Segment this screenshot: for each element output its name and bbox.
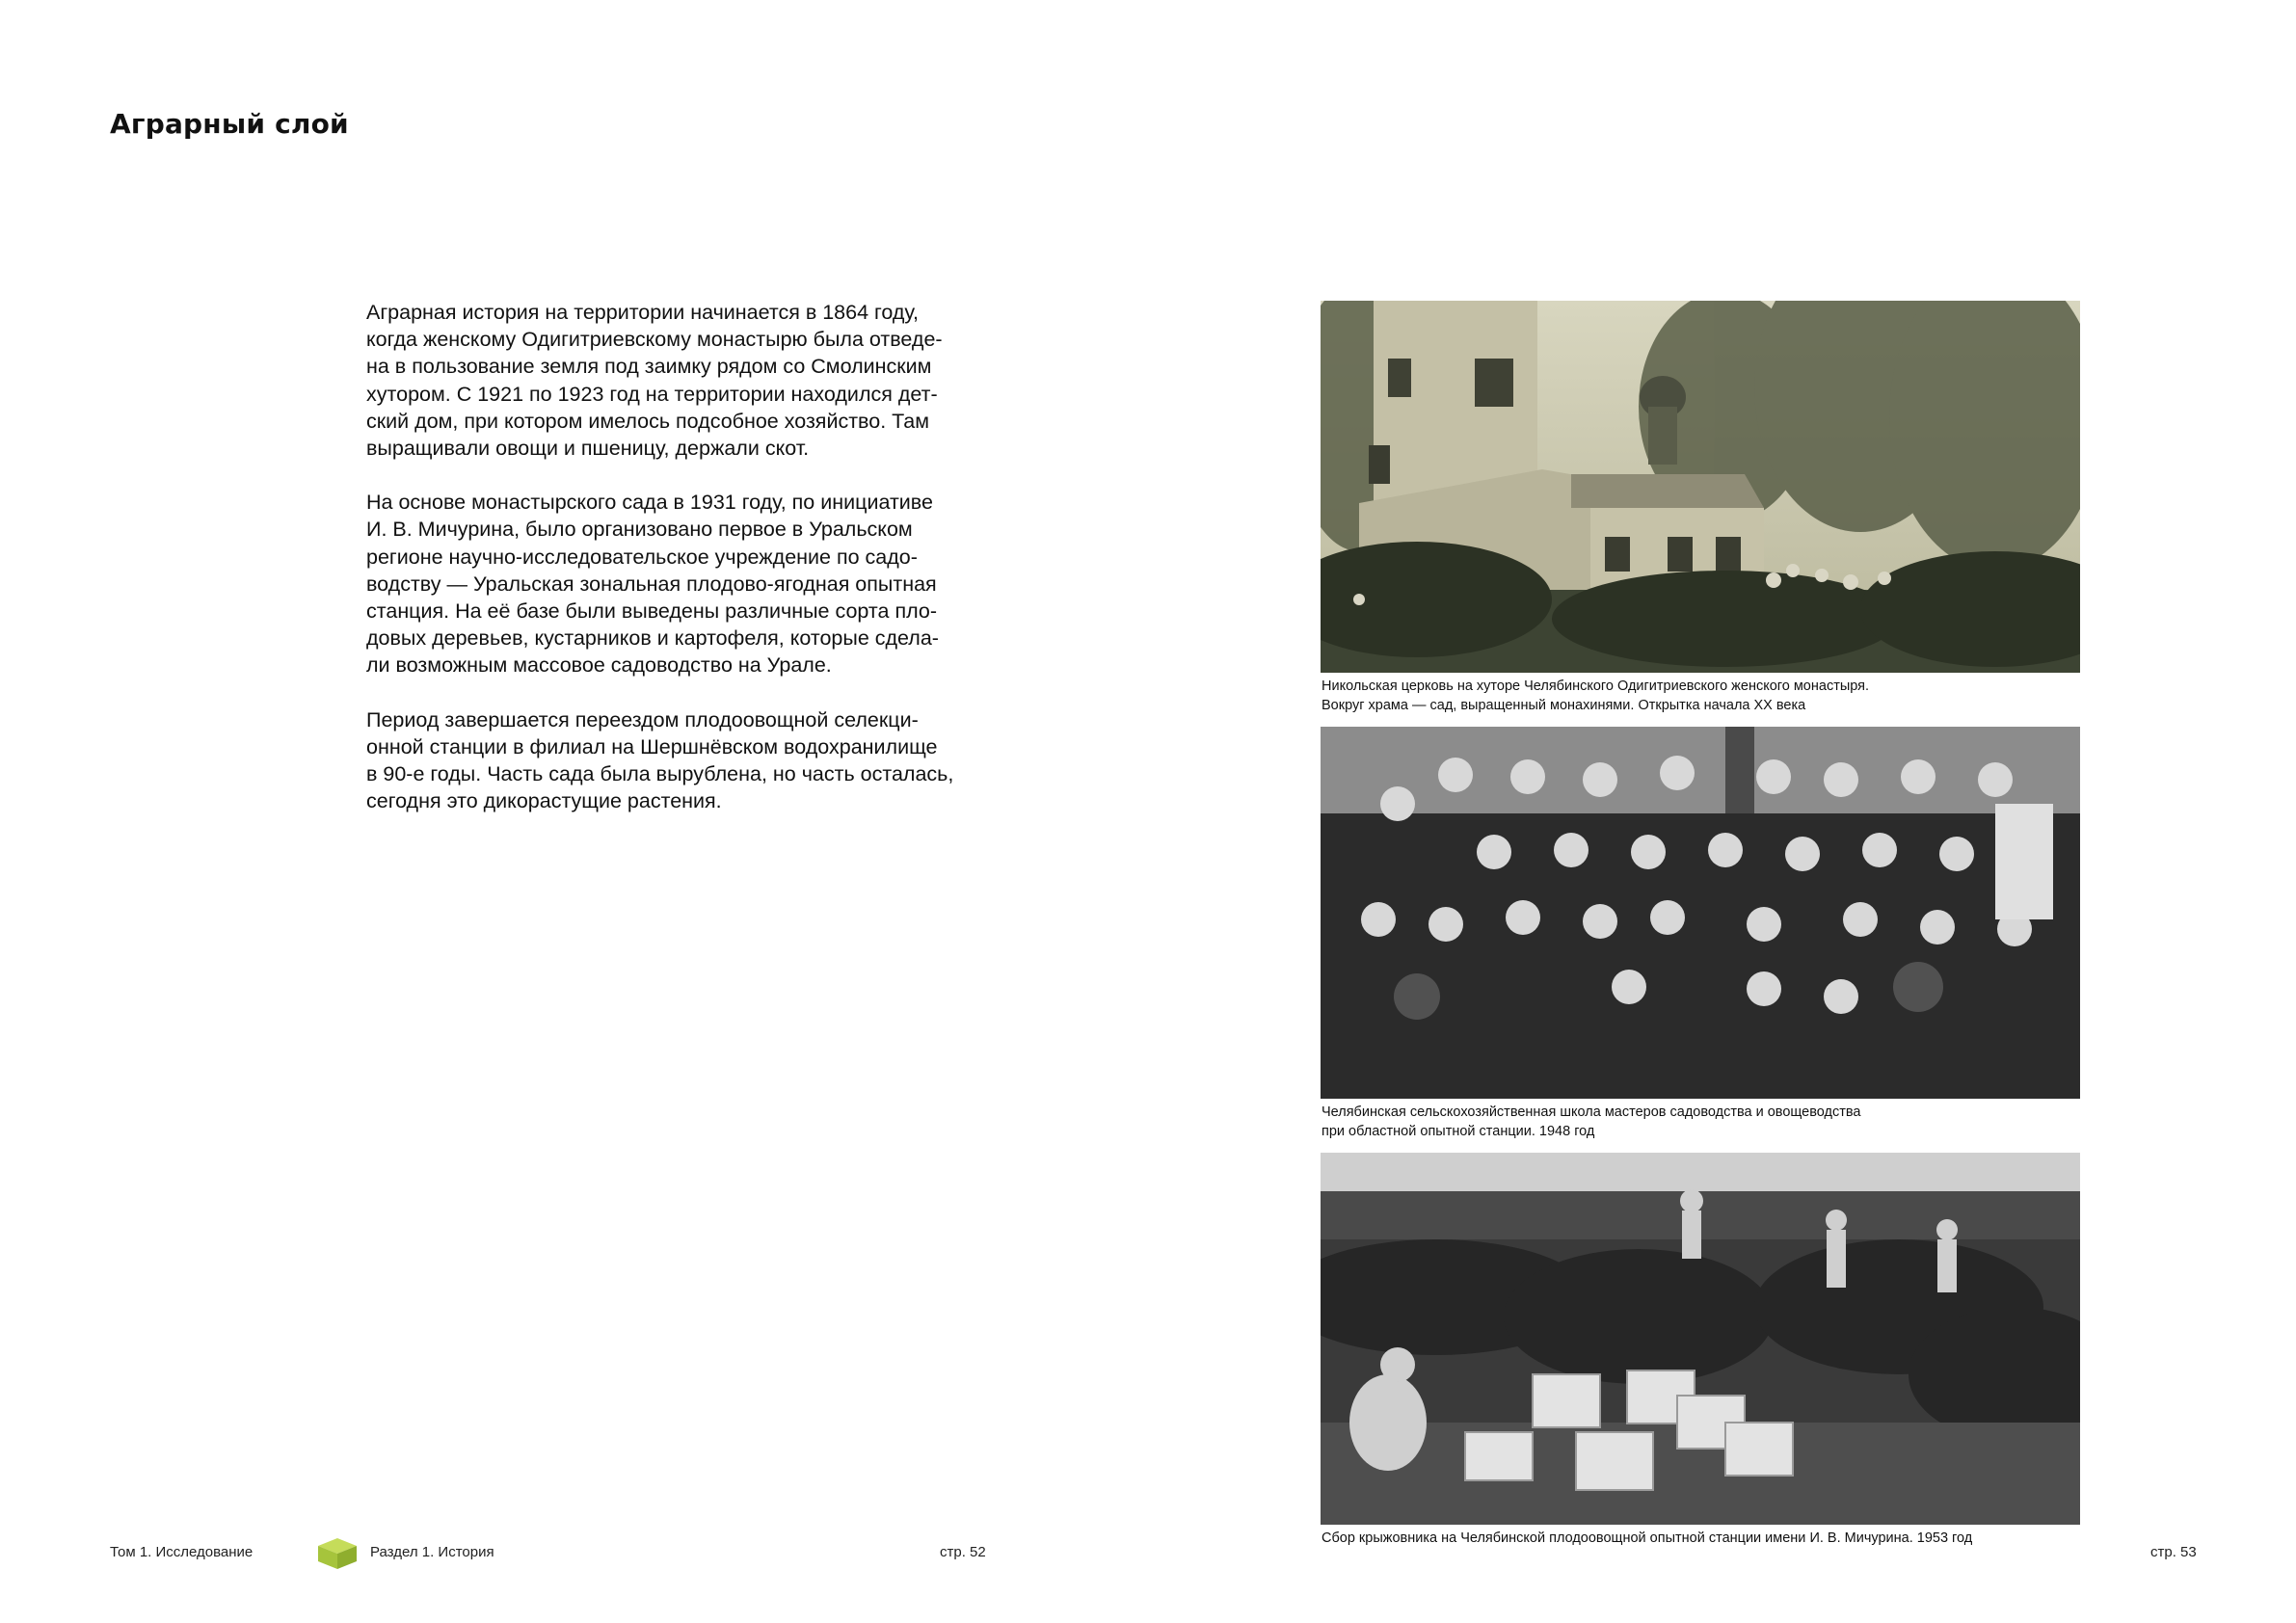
paragraph-1: Аграрная история на территории начинается в 1864 году, когда женскому Одигитриевскому монастырю была отведе- на в пользование земля под заимку рядом со Смолинским хутором. С 1921 по 1923 год на территории находился дет- ский дом, при котором имелось подсобное хозяйство. Там выращивали овощи и пшеницу, держали скот. [366,301,943,461]
body-text [366,299,1002,841]
caption-gooseberry-harvest: Сбор крыжовника на Челябинской плодоовощной опытной станции имени И. В. Мичурина. 1953 год [1322,1530,1973,1546]
page-number-left: стр. 52 [940,1544,986,1560]
photo-gooseberry-harvest [1321,1153,2080,1525]
footer-volume: Том 1. Исследование [110,1544,254,1560]
photo-church [1321,301,2080,673]
page-title: Аграрный слой [110,108,349,140]
page-number-right: стр. 53 [2150,1544,2197,1560]
caption-church: Никольская церковь на хуторе Челябинского Одигитриевского женского монастыря. Вокруг храма — сад, выращенный монахинями. Открытка начала XX века [1322,678,1870,713]
green-cube-icon [316,1536,359,1571]
paragraph-3: Период завершается переездом плодоовощной селекци- онной станции в филиал на Шершнёвском водохранилище в 90-е годы. Часть сада была вырублена, но часть осталась, сегодня это дикорастущие растения. [366,707,954,813]
paragraph-2: На основе монастырского сада в 1931 году, по инициативе И. В. Мичурина, было организовано первое в Уральском регионе научно-исследовательское учреждение по садо- водству — Уральская зональная плодово-ягодная опытная станция. На её базе были выведены различные сорта пло- довых деревьев, кустарников и картофеля, которые сдела- ли возможным массовое садоводство на Урале. [366,491,939,678]
caption-group-portrait: Челябинская сельскохозяйственная школа мастеров садоводства и овощеводства при областной опытной станции. 1948 год [1322,1104,1861,1139]
footer-section: Раздел 1. История [370,1544,494,1560]
photo-group-portrait [1321,727,2080,1099]
